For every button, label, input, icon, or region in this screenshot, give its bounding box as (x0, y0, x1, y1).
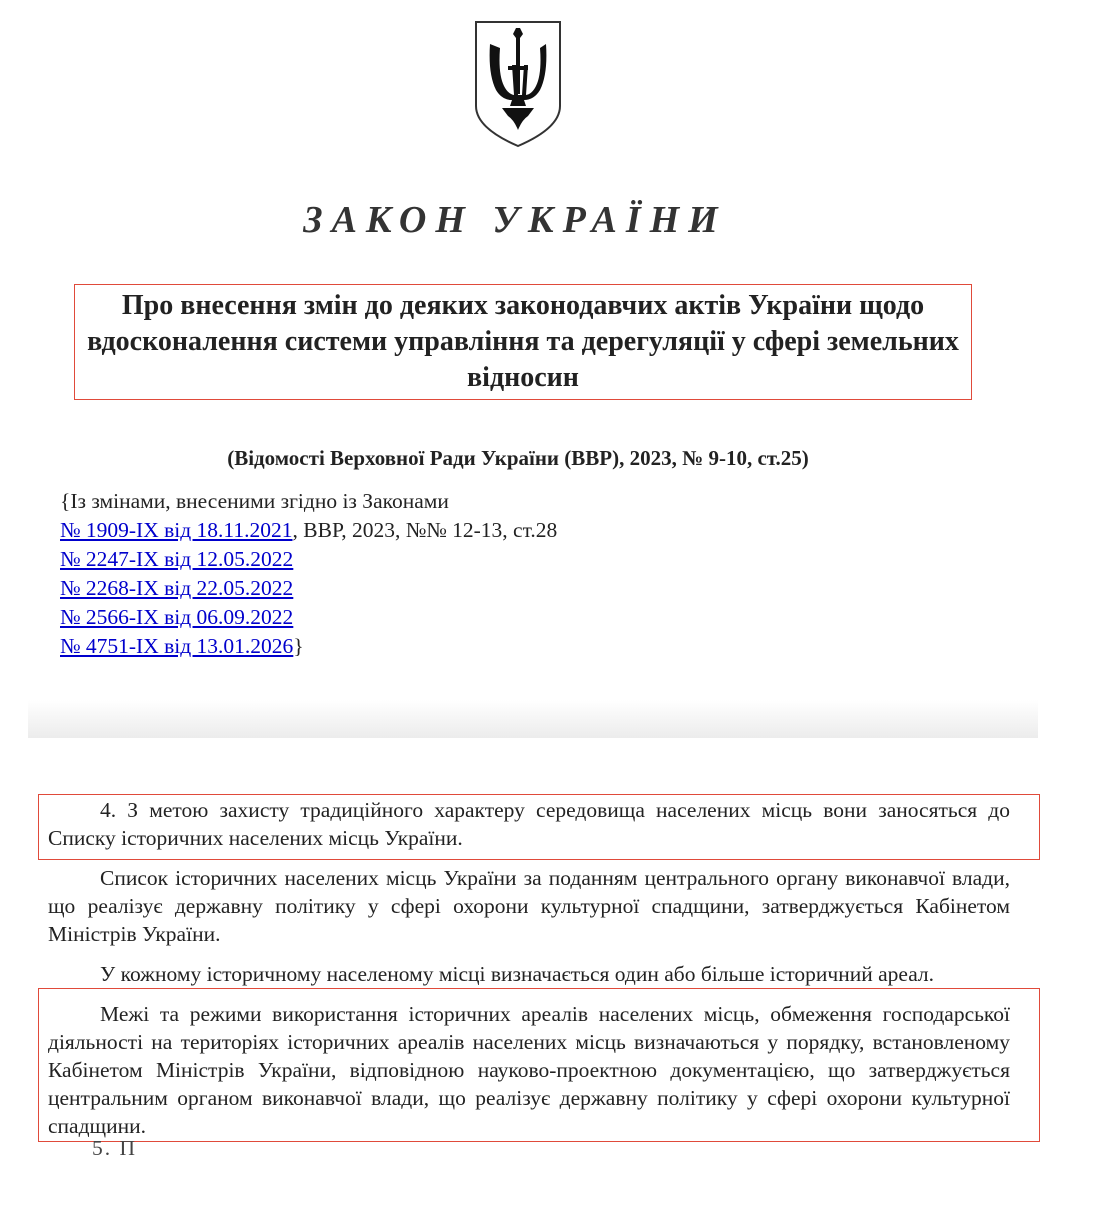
subject-highlight-box (74, 284, 972, 400)
law-subject: Про внесення змін до деяких законодавчих актів України щодо вдосконалення системи управління та дерегуляції у сфері земельних відносин (87, 290, 959, 393)
amendment-link[interactable]: № 2247-IX від 12.05.2022 (60, 547, 294, 571)
amendment-line: № 4751-IX від 13.01.2026} (60, 634, 304, 658)
amendments-block (60, 487, 760, 661)
section-divider (28, 700, 1038, 738)
paragraph-areal: У кожному історичному населеному місці визначається один або більше історичний ареал. (100, 962, 935, 986)
gazette-reference: (Відомості Верховної Ради України (ВВР), 2023, № 9-10, ст.25) (227, 446, 809, 470)
amendment-line (60, 603, 760, 632)
paragraph-list-approval: Список історичних населених місць України за поданням центрального органу виконавчої влади, що реалізує державну політику у сфері охорони культурної спадщини, затверджується Кабінетом Міністрів України. (48, 866, 1010, 946)
amendment-link[interactable]: № 4751-IX від 13.01.2026 (60, 634, 294, 658)
amendment-line: № 1909-IX від 18.11.2021, ВВР, 2023, №№ 12-13, ст.28 (60, 518, 558, 542)
cut-off-text: 5. П (92, 1136, 138, 1160)
law-title: ЗАКОН УКРАЇНИ (303, 199, 727, 241)
amendment-link[interactable]: № 2566-IX від 06.09.2022 (60, 605, 294, 629)
amendments-intro: {Із змінами, внесеними згідно із Законами (60, 489, 449, 513)
amendment-line (60, 545, 760, 574)
trident-emblem-icon (472, 20, 564, 148)
amendment-link[interactable]: № 2268-IX від 22.05.2022 (60, 576, 294, 600)
amendment-line (60, 574, 760, 603)
amendment-link[interactable]: № 1909-IX від 18.11.2021 (60, 518, 293, 542)
paragraph-4: 4. З метою захисту традиційного характеру середовища населених місць вони заносяться до Списку історичних населених місць України. (48, 798, 1010, 850)
paragraph-boundaries: Межі та режими використання історичних ареалів населених місць, обмеження господарської діяльності на територіях історичних ареалів населених місць визначаються у порядку, встановленому Кабінетом Міністрів України, відповідною науково-проектною документацією, що затверджується центральним органом виконавчої влади, що реалізує державну політику у сфері охорони культурної спадщини. (48, 1002, 1010, 1138)
